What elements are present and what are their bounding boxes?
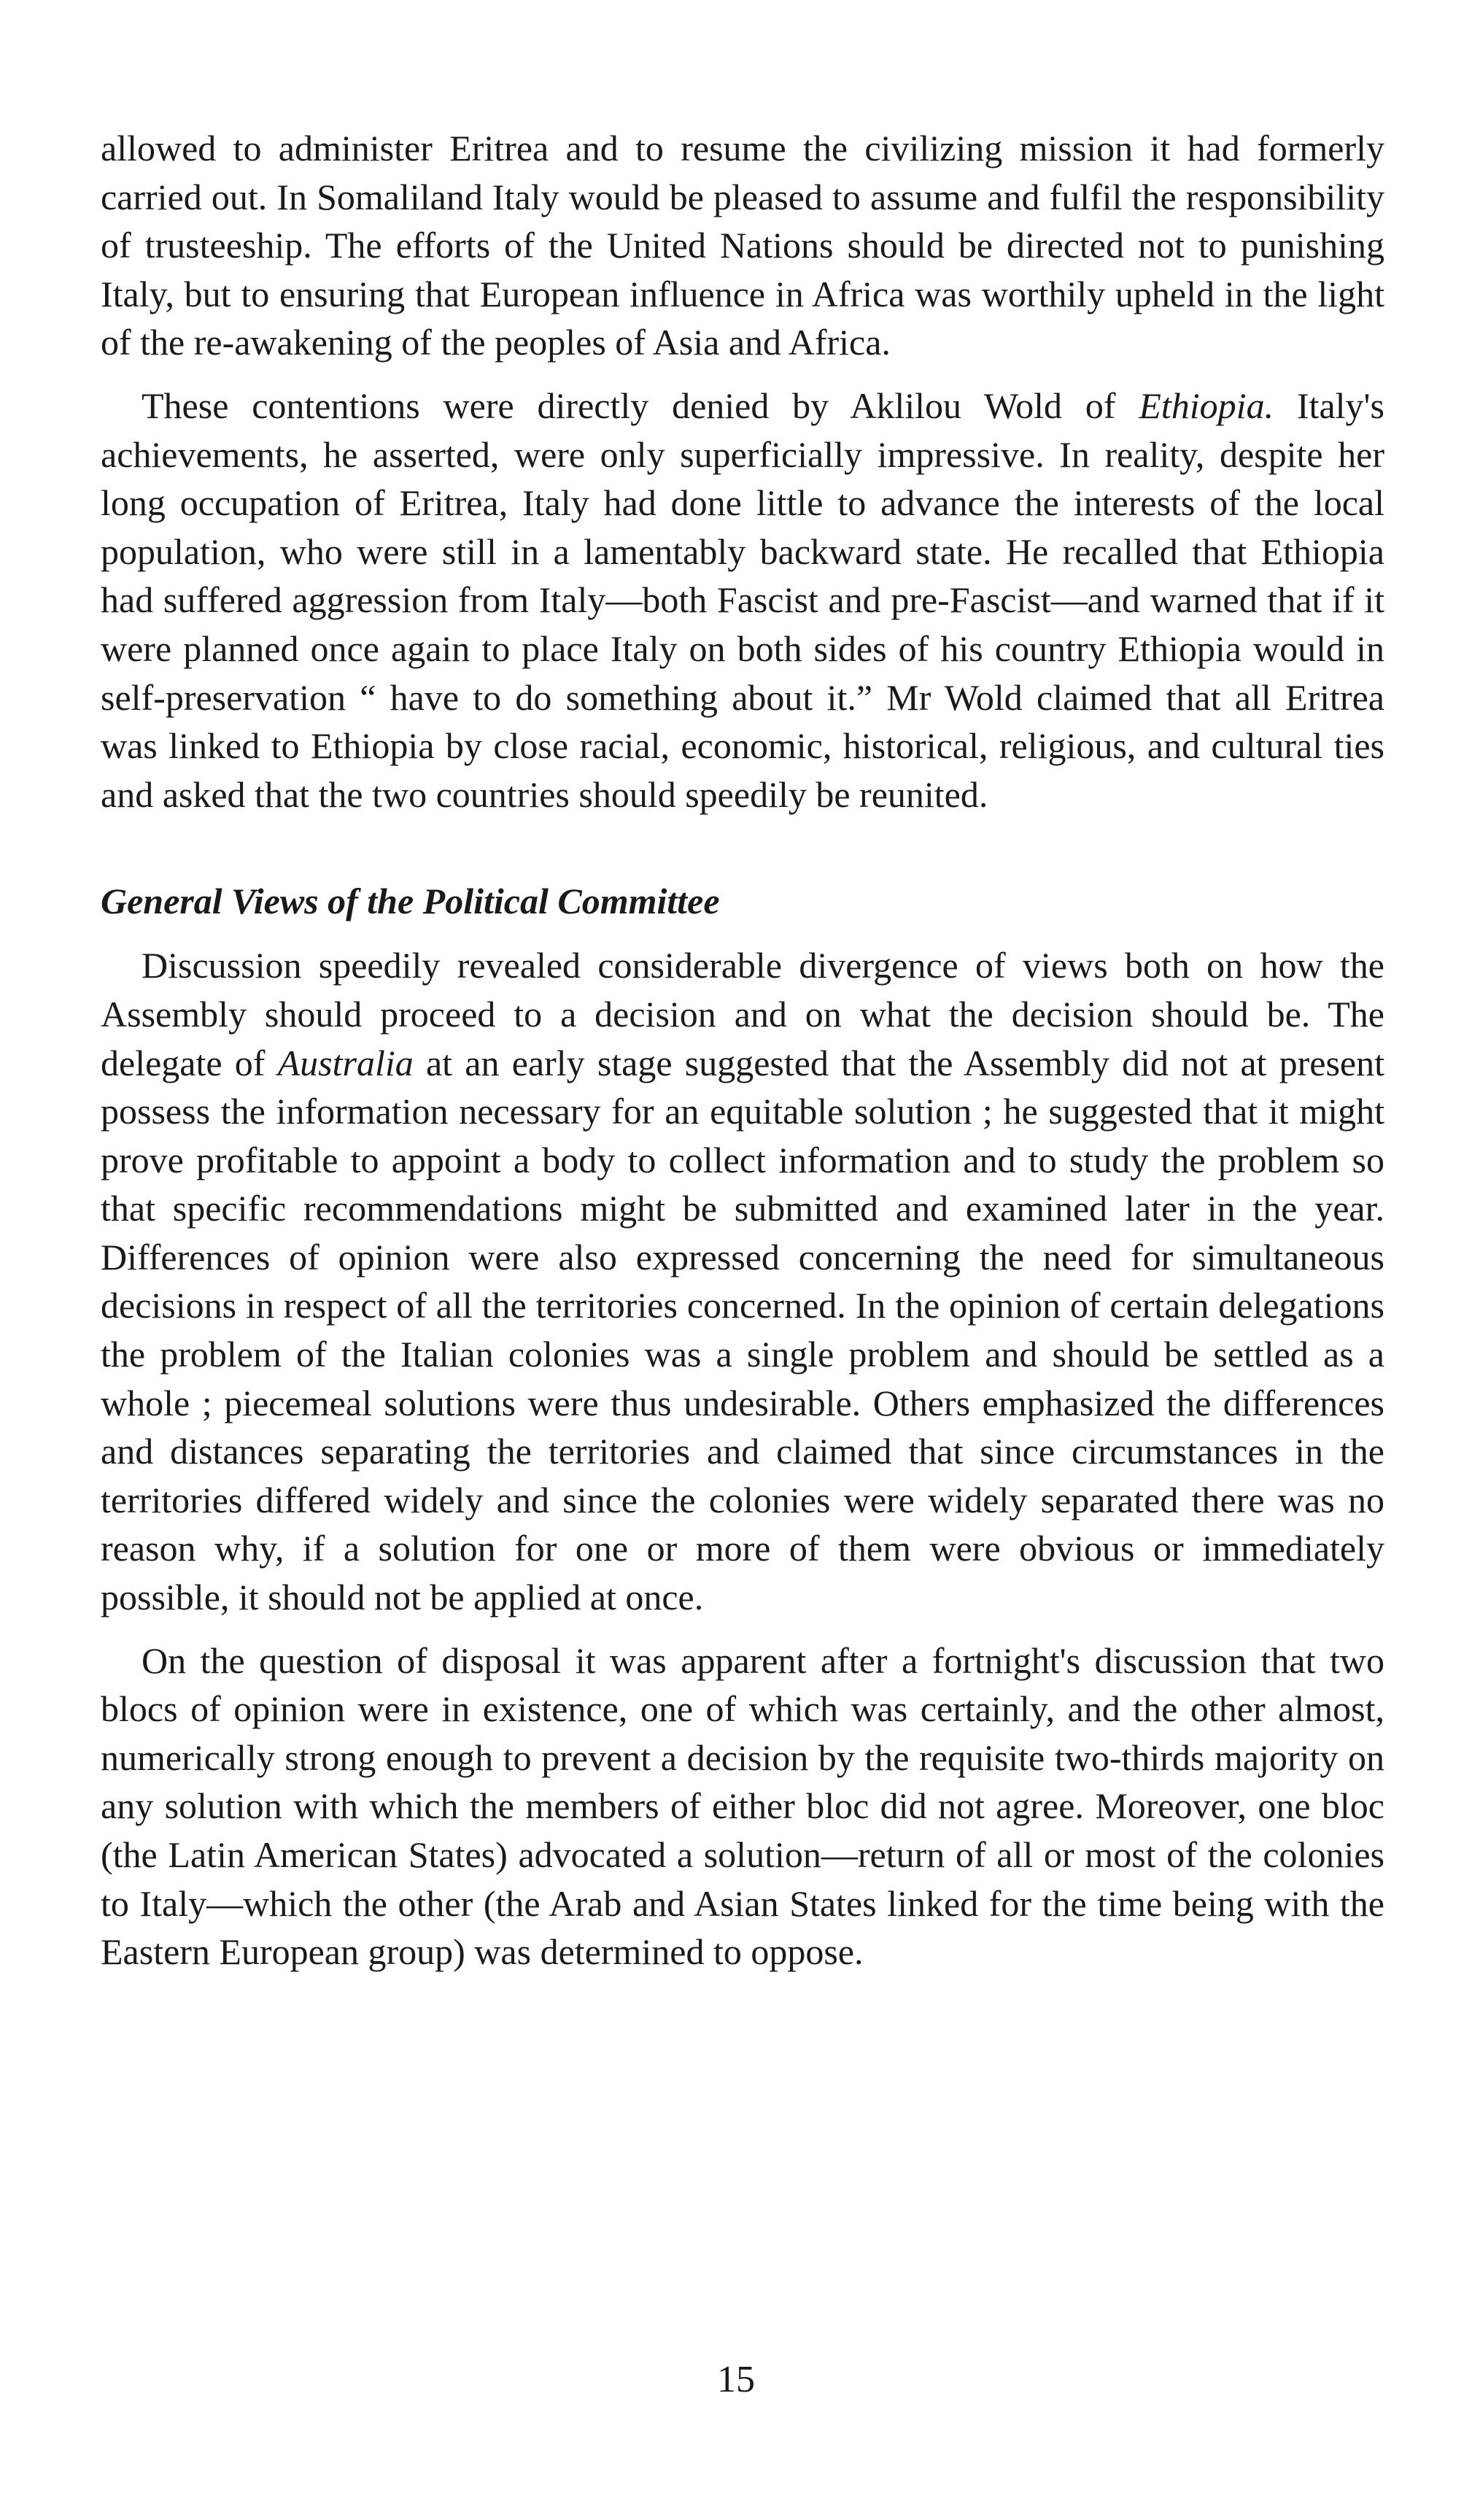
country-name-ethiopia: Ethiopia. [1139,384,1274,426]
paragraph-eritrea-somaliland: allowed to administer Eritrea and to resume the civilizing mission it had formerly carried out. In Somaliland Italy would be pleased to assume and fulfil the responsibility of trusteeship. The efforts of the United Nations should be directed not to punishing Italy, but to ensuring that European influence in Africa was worthily upheld in the light of the re-awakening of the peoples of Asia and Africa. [101,128,1384,363]
paragraph-text: These contentions were directly denied by Aklilou Wold of [142,384,1139,426]
page-number: 15 [717,2359,755,2400]
country-name-australia: Australia [277,1042,414,1083]
section-heading: General Views of the Political Committee [101,881,720,922]
paragraph-text: Italy's achievements, he asserted, were only superficially impressive. In reality, despite her long occupation of Eritrea, Italy had done little to advance the interests of the local population, who were still in a lamentably backward state. He recalled that Ethiopia had suffered aggression from Italy—both Fascist and pre-Fascist—and warned that if it were planned once again to place Italy on both sides of his country Ethiopia would in self-preservation “ have to do something about it.” Mr Wold claimed that all Eritrea was linked to Ethiopia by close racial, economic, historical, religious, and cultural ties and asked that the two countries should speedily be reunited. [101,384,1385,815]
paragraph-text: Discussion speedily revealed considerable divergence of views both on how the Assembly should proceed to a decision and on what the decision should be. The delegate of [101,945,1384,1083]
paragraph-committee-views [101,941,1384,1621]
paragraph-disposal-question: On the question of disposal it was apparent after a fortnight's discussion that two blocs of opinion were in existence, one of which was certainly, and the other almost, numerically strong enough to prevent a decision by the requisite two-thirds majority on any solution with which the members of either bloc did not agree. Moreover, one bloc (the Latin American States) advocated a solution—return of all or most of the colonies to Italy—which the other (the Arab and Asian States linked for the time being with the Eastern European group) was determined to oppose. [101,1639,1384,1973]
paragraph-text: at an early stage suggested that the Assembly did not at present possess the information necessary for an equitable solution ; he suggested that it might prove profitable to appoint a body to collect information and to study the problem so that specific recommendations might be submitted and examined later in the year. Differences of opinion were also expressed concerning the need for simultaneous decisions in respect of all the territories concerned. In the opinion of certain delegations the problem of the Italian colonies was a single problem and should be settled as a whole ; piecemeal solutions were thus undesirable. Others emphasized the differences and distances separating the territories and claimed that since circumstances in the territories differed widely and since the colonies were widely separated there was no reason why, if a solution for one or more of them were obvious or immediately possible, it should not be applied at once. [101,1042,1385,1618]
paragraph-ethiopia-response [101,382,1384,819]
page-body [101,124,1384,1976]
